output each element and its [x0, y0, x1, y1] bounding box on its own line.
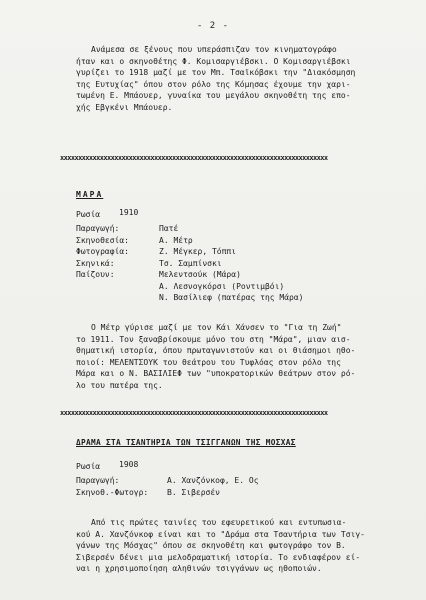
- credit-label: Παίζουν:: [76, 270, 115, 279]
- credit-label: Σκηνοθεσία:: [76, 235, 129, 245]
- credit-value: Πατέ: [159, 224, 179, 233]
- text-line: Ανάμεσα σε ξένους που υπεράσπιζαν τον κινηματογράφο: [91, 45, 337, 54]
- text-line: Ο Μέτρ γύρισε μαζί με τον Κάι Χάνσεν το "Για τη Ζωή": [91, 323, 342, 332]
- credit-label: Φωτογραφία:: [76, 247, 129, 256]
- credit-value: Α. Χανζόνκοφ, Ε. Ος: [167, 476, 259, 485]
- film-year: 1910: [119, 208, 139, 217]
- credit-value: Α. Λεσνογκόρσι (Ροντιμβόι): [159, 281, 285, 291]
- credit-label: Σκηνικά:: [76, 258, 115, 268]
- film-country: Ρωσία: [76, 210, 101, 219]
- credit-label: Παραγωγή:: [76, 476, 120, 485]
- text-line: Μάρα και ο Ν. ΒΑΣΙΛΙΕΦ των "υποκρατορικών θεάτρων στον ρό-: [76, 369, 356, 378]
- show-through-bleed: [235, 70, 420, 540]
- text-line: το 1911. Τον ξαναβρίσκουμε μόνο του στη "Μάρα", μιαν αισ-: [76, 334, 351, 344]
- text-line: λο του πατέρα της.: [76, 380, 163, 390]
- text-line: κού Α. Χανζόνκοφ είναι και το "Δράμα στα Τσαντήρια των Τσιγ-: [76, 529, 365, 539]
- credit-value: Ζ. Μέγκερ, Τόππι: [159, 247, 237, 256]
- film-year: 1908: [119, 460, 139, 469]
- film-title: ΔΡΑΜΑ ΣΤΑ ΤΣΑΝΤΗΡΙΑ ΤΩΝ ΤΣΙΓΓΑΝΩΝ ΤΗΣ ΜΟΣΧΑΣ: [76, 438, 296, 447]
- text-line: ποιοί: ΜΕΛΕΝΤΣΟΥΚ του θεάτρου του Τυφλόας στον ρόλο της: [76, 357, 341, 367]
- credit-label: Σκηνοθ.-Φωτογρ:: [76, 487, 149, 497]
- credit-label: Παραγωγή:: [76, 224, 120, 233]
- text-line: γάνων της Μόσχας" όπου σε σκηνοθέτη και φωτογράφο τον Β.: [76, 541, 346, 550]
- page-number: - 2 -: [196, 21, 230, 31]
- credit-value: Τσ. Σαμπίνσκι: [159, 258, 222, 268]
- text-line: τωμένη Ε. Μπάουερ, γυναίκα του μεγάλου σκηνοθέτη της επο-: [76, 91, 351, 100]
- credit-value: Μελεντσούκ (Μάρα): [159, 270, 241, 279]
- film-title: ΜΑΡΑ: [76, 190, 104, 199]
- text-line: Σιβερσέν δένει μια μελοδραματική ιστορία. Το ενδιαφέρον εί-: [76, 552, 361, 562]
- separator-line: xxxxxxxxxxxxxxxxxxxxxxxxxxxxxxxxxxxxxxxxxxxxxxxxxxxxxxxxxxxxxxxxxxxxxxxxxx: [60, 155, 328, 161]
- text-line: της Ευτυχίας" όπου στον ρόλο της Κόμησας έχουμε την χαρι-: [76, 79, 351, 89]
- text-line: θηματική ιστορία, όπου πρωταγωνιστούν και οι θιάσημοι ηθο-: [76, 346, 356, 355]
- text-line: ήταν και ο σκηνοθέτης Φ. Κομισαργιέβσκι. Ο Κομισαργιέβσκι: [76, 56, 351, 66]
- separator-line: xxxxxxxxxxxxxxxxxxxxxxxxxxxxxxxxxxxxxxxxxxxxxxxxxxxxxxxxxxxxxxxxxxxxxxxxxx: [60, 410, 328, 416]
- credit-value: Β. Σιβερσέν: [167, 487, 220, 497]
- text-line: ναι η χρησιμοποίηση αληθινών τσιγγάνων ως ηθοποιών.: [76, 564, 322, 573]
- text-line: χής Εβγκένι Μπάουερ.: [76, 102, 173, 112]
- credit-value: Ν. Βασίλιεφ (πατέρας της Μάρα): [159, 293, 304, 302]
- film-country: Ρωσία: [76, 462, 101, 471]
- text-line: Από τις πρώτες ταινίες του εφευρετικού και εντυπωσια-: [91, 518, 347, 527]
- credit-value: Α. Μέτρ: [159, 235, 193, 245]
- text-line: γυρίζει το 1918 μαζί με τον Μπ. Τσαϊκόβσκι την "Διακόσμηση: [76, 68, 356, 77]
